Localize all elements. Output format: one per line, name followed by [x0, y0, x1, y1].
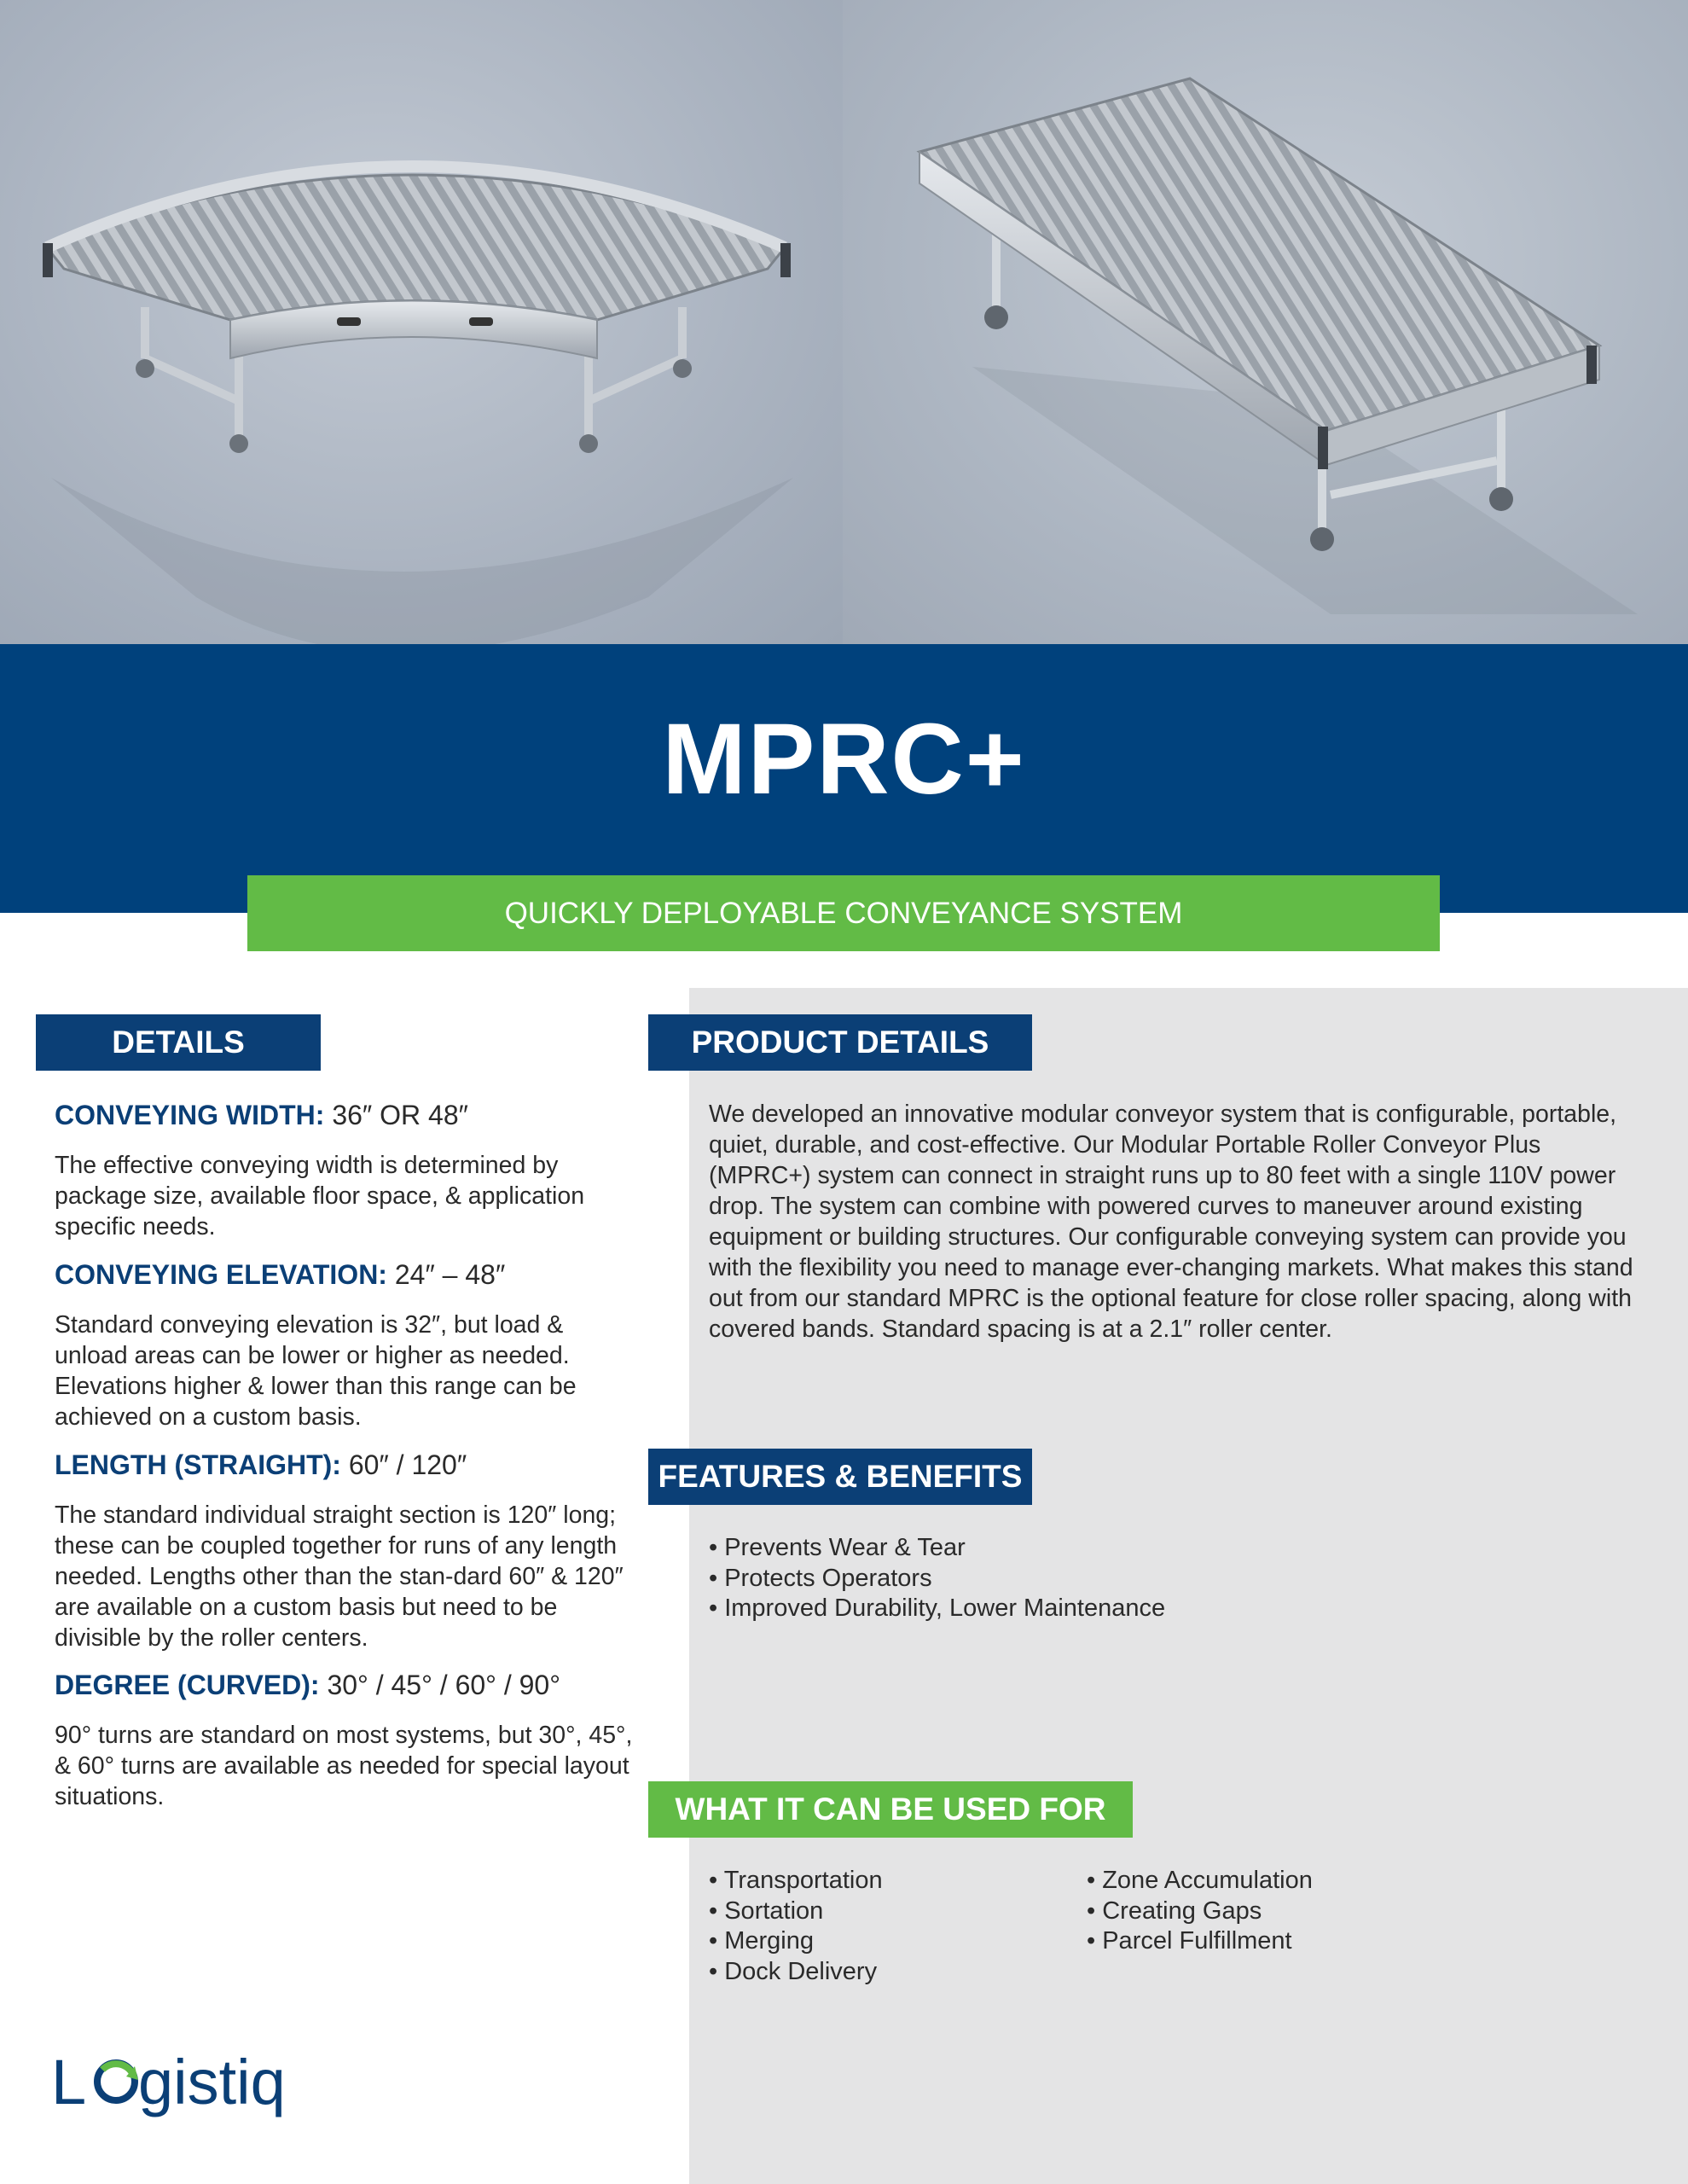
- spec-length-straight-text: The standard individual straight section is 120″ long; these can be coupled together for runs of any length needed. Lengths other than the stan-dard 60″ & 120″ are available on a custom basis but need to be divisible by the roller centers.: [55, 1502, 624, 1652]
- spec-degree-curved: DEGREE (CURVED): 30° / 45° / 60° / 90°: [55, 1670, 561, 1700]
- spec-length-straight: LENGTH (STRAIGHT): 60″ / 120″: [55, 1449, 467, 1480]
- subtitle-bar: QUICKLY DEPLOYABLE CONVEYANCE SYSTEM: [247, 875, 1440, 951]
- product-details-heading: PRODUCT DETAILS: [648, 1014, 1032, 1071]
- list-item: • Parcel Fulfillment: [1087, 1926, 1470, 1957]
- features-heading: FEATURES & BENEFITS: [648, 1449, 1032, 1505]
- list-item: • Sortation: [709, 1896, 1050, 1927]
- list-item: • Zone Accumulation: [1087, 1866, 1470, 1896]
- list-item: • Protects Operators: [709, 1564, 1476, 1594]
- page-title: MPRC+: [662, 703, 1026, 816]
- list-item: • Merging: [709, 1926, 1050, 1957]
- features-list: [709, 1533, 1476, 1624]
- uses-list-col2: [1087, 1866, 1470, 1957]
- spec-conveying-width: CONVEYING WIDTH: 36″ OR 48″: [55, 1100, 468, 1130]
- list-item: • Dock Delivery: [709, 1957, 1050, 1988]
- spec-conveying-elevation-text: Standard conveying elevation is 32″, but load & unload areas can be lower or higher as needed. Elevations higher & lower than this range can be achieved on a custom basis.: [55, 1311, 577, 1431]
- svg-text:gistiq: gistiq: [138, 2047, 286, 2117]
- conveyor-illustrations: [0, 0, 1688, 644]
- list-item: • Improved Durability, Lower Maintenance: [709, 1594, 1476, 1624]
- svg-text:L: L: [51, 2047, 87, 2117]
- logistiq-logo-icon: [49, 2037, 339, 2131]
- spec-conveying-elevation: CONVEYING ELEVATION: 24″ – 48″: [55, 1259, 506, 1290]
- spec-degree-curved-text: 90° turns are standard on most systems, but 30°, 45°, & 60° turns are available as needed for special layout situations.: [55, 1722, 633, 1810]
- product-details-text: We developed an innovative modular conveyor system that is configurable, portable, quiet, durable, and cost-effective. Our Modular Portable Roller Conveyor Plus (MPRC+) system can connect in straight runs up to 80 feet with a single 110V power drop. The system can combine with powered curves to maneuver around existing equipment or building structures. Our configurable conveying system can provide you with the flexibility you need to manage ever-changing markets. What makes this stand out from our standard MPRC is the optional feature for close roller spacing, along with covered bands. Standard spacing is at a 2.1″ roller center.: [709, 1101, 1633, 1343]
- uses-list-col1: [709, 1866, 1050, 1987]
- uses-heading: WHAT IT CAN BE USED FOR: [648, 1781, 1133, 1838]
- list-item: • Transportation: [709, 1866, 1050, 1896]
- spec-conveying-width-text: The effective conveying width is determined by package size, available floor space, & application specific needs.: [55, 1152, 585, 1240]
- hero-image: [0, 0, 1688, 644]
- list-item: • Creating Gaps: [1087, 1896, 1470, 1927]
- details-heading: DETAILS: [36, 1014, 321, 1071]
- list-item: • Prevents Wear & Tear: [709, 1533, 1476, 1564]
